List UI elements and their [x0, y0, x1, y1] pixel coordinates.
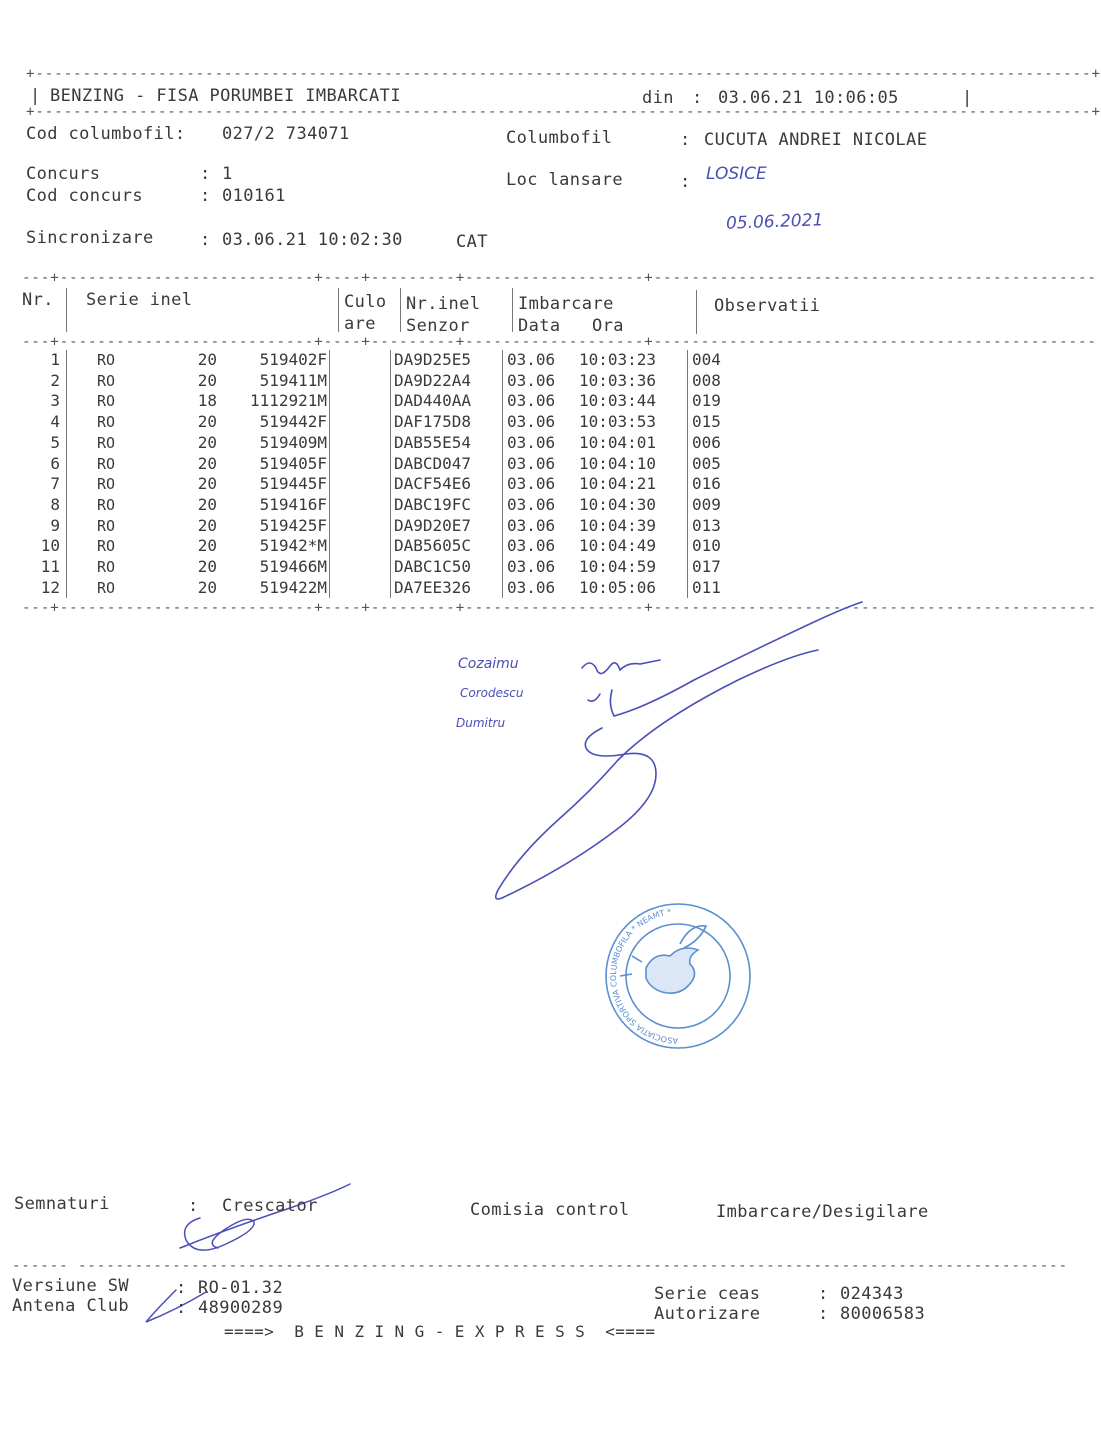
observation: 019: [692, 391, 721, 411]
observation: 009: [692, 494, 721, 514]
observation: 006: [692, 432, 721, 452]
antenna-club-separator: :: [176, 1298, 187, 1318]
pigeon-color: [330, 516, 391, 537]
authorization-separator: :: [818, 1304, 829, 1324]
footer-separator: ------ ---------------------------------------------------------------------------------------------------------: [12, 1258, 1069, 1274]
ring-country: RO: [97, 495, 116, 514]
row-number: 5: [22, 433, 67, 454]
embarked-pigeons-table: [22, 350, 752, 598]
benzing-express-brand: ====> B E N Z I N G - E X P R E S S <====: [224, 1322, 656, 1341]
contest-number-separator: :: [200, 164, 211, 184]
signatures-separator: :: [188, 1196, 199, 1216]
observation: 017: [692, 557, 721, 577]
embark-date: 03.06: [507, 432, 556, 452]
pigeon-color: [330, 350, 391, 371]
ring-country: RO: [97, 558, 116, 577]
ring-number: 519425F: [217, 516, 330, 537]
table-row: [22, 454, 752, 475]
contest-code-separator: :: [200, 186, 211, 206]
pigeon-color: [330, 371, 391, 392]
pigeon-color: [330, 578, 391, 599]
stamp-text-icon: ASOCIATIA SPORTIVA COLUMBOFILA * NEAMT *: [608, 907, 679, 1046]
table-header-separator: ---+---------------------------+----+---------+-------------------+-----------------------------------------------: [22, 334, 1097, 350]
ring-country: RO: [97, 392, 116, 411]
ring-number: 1112921M: [217, 391, 330, 412]
table-row: [22, 412, 752, 433]
clock-series-separator: :: [818, 1284, 829, 1304]
observation: 016: [692, 474, 721, 494]
embark-time: 10:03:36: [575, 371, 688, 392]
ring-number: 519416F: [217, 495, 330, 516]
ring-year: 20: [197, 412, 217, 432]
observation: 008: [692, 370, 721, 390]
table-border-bottom: ---+---------------------------+----+---------+-------------------+-----------------------------------------------: [22, 600, 1097, 616]
ring-year: 20: [197, 370, 217, 390]
ring-country: RO: [97, 371, 116, 390]
pigeon-color: [330, 557, 391, 578]
pigeon-color: [330, 536, 391, 557]
sync-separator: :: [200, 230, 211, 250]
ring-year: 20: [197, 577, 217, 597]
table-row: [22, 557, 752, 578]
row-number: 7: [22, 474, 67, 495]
fancier-name-separator: :: [680, 130, 691, 150]
table-border-top: ---+---------------------------+----+---------+-------------------+-----------------------------------------------: [22, 270, 1097, 286]
fancier-code-label: Cod columbofil:: [26, 124, 186, 144]
observation: 011: [692, 577, 721, 597]
embark-time: 10:04:30: [575, 495, 688, 516]
table-row: [22, 433, 752, 454]
col-header-nr: Nr.: [22, 290, 54, 310]
header-divider-3: [400, 288, 401, 332]
sensor-ring-id: DACF54E6: [391, 474, 503, 495]
sensor-ring-id: DA9D22A4: [391, 371, 503, 392]
embark-time: 10:04:49: [575, 536, 688, 557]
row-number: 1: [22, 350, 67, 371]
fancier-code-value: 027/2 734071: [222, 124, 350, 144]
row-number: 3: [22, 391, 67, 412]
ring-year: 20: [197, 557, 217, 577]
table-row: [22, 495, 752, 516]
row-number: 10: [22, 536, 67, 557]
embark-date: 03.06: [507, 391, 556, 411]
ring-year: 20: [197, 536, 217, 556]
sync-value: 03.06.21 10:02:30: [222, 230, 403, 250]
contest-code-value: 010161: [222, 186, 286, 206]
ring-number: 519422M: [217, 578, 330, 599]
pigeon-color: [330, 474, 391, 495]
authorization-value: 80006583: [840, 1304, 926, 1324]
ring-number: 519411M: [217, 371, 330, 392]
table-row: [22, 516, 752, 537]
header-divider-5: [696, 290, 697, 334]
sensor-ring-id: DAD440AA: [391, 391, 503, 412]
control-commission-label: Comisia control: [470, 1200, 630, 1220]
ring-year: 18: [197, 391, 217, 411]
pigeon-color: [330, 412, 391, 433]
signatures-label: Semnaturi: [14, 1194, 110, 1214]
fancier-name-value: CUCUTA ANDREI NICOLAE: [704, 130, 928, 150]
clock-series-value: 024343: [840, 1284, 904, 1304]
association-stamp: [606, 904, 750, 1048]
ring-country: RO: [97, 413, 116, 432]
sync-zone: CAT: [456, 232, 488, 252]
table-row: [22, 350, 752, 371]
commission-signature: [496, 602, 862, 899]
col-header-ring-no-2: Senzor: [406, 316, 470, 336]
embark-date: 03.06: [507, 577, 556, 597]
software-version-label: Versiune SW: [12, 1276, 129, 1296]
header-divider-4: [512, 288, 513, 332]
col-header-embark-time: Ora: [592, 316, 624, 336]
clock-series-label: Serie ceas: [654, 1284, 761, 1304]
row-number: 8: [22, 495, 67, 516]
table-row: [22, 578, 752, 599]
header-border-top: +----------------------------------------------------------------------------------------------------------------+: [26, 66, 1101, 82]
ring-country: RO: [97, 537, 116, 556]
ring-year: 20: [197, 515, 217, 535]
handwritten-name-1: Cozaimu: [458, 656, 519, 672]
embark-time: 10:03:23: [575, 350, 688, 371]
embark-date: 03.06: [507, 453, 556, 473]
observation: 010: [692, 536, 721, 556]
header-date-value: 03.06.21 10:06:05: [718, 88, 899, 108]
embark-date: 03.06: [507, 515, 556, 535]
breeder-label: Crescator: [222, 1196, 318, 1216]
ring-year: 20: [197, 453, 217, 473]
row-number: 11: [22, 557, 67, 578]
header-divider-1: [66, 288, 67, 332]
ring-country: RO: [97, 454, 116, 473]
header-right-bar: |: [962, 88, 973, 108]
col-header-color-1: Culo: [344, 292, 387, 312]
sensor-ring-id: DABCD047: [391, 454, 503, 475]
row-number: 9: [22, 516, 67, 537]
handwritten-name-3: Dumitru: [456, 716, 506, 730]
embark-date: 03.06: [507, 350, 556, 369]
observation: 013: [692, 515, 721, 535]
embark-time: 10:04:59: [575, 557, 688, 578]
ring-year: 20: [197, 494, 217, 514]
col-header-ring-no-1: Nr.inel: [406, 294, 481, 314]
observation: 004: [692, 350, 721, 369]
handwritten-name-2: Corodescu: [460, 686, 524, 700]
ring-country: RO: [97, 351, 116, 369]
contest-code-label: Cod concurs: [26, 186, 143, 206]
pigeon-color: [330, 391, 391, 412]
table-row: [22, 536, 752, 557]
table-row: [22, 474, 752, 495]
col-header-observations: Observatii: [714, 296, 821, 316]
header-date-label: din: [642, 88, 674, 108]
col-header-embark: Imbarcare: [518, 294, 614, 314]
sensor-ring-id: DA9D25E5: [391, 350, 503, 371]
table-row: [22, 391, 752, 412]
contest-number-label: Concurs: [26, 164, 101, 184]
sync-label: Sincronizare: [26, 228, 154, 248]
embark-time: 10:04:01: [575, 433, 688, 454]
software-version-value: RO-01.32: [198, 1278, 284, 1298]
ring-number: 519442F: [217, 412, 330, 433]
embark-time: 10:04:21: [575, 474, 688, 495]
embark-date: 03.06: [507, 557, 556, 577]
ring-year: 20: [197, 350, 217, 369]
sensor-ring-id: DABC1C50: [391, 557, 503, 578]
page-title: BENZING - FISA PORUMBEI IMBARCATI: [50, 86, 401, 106]
row-number: 12: [22, 578, 67, 599]
embark-date: 03.06: [507, 536, 556, 556]
col-header-color-2: are: [344, 314, 376, 334]
table-row: [22, 371, 752, 392]
ring-country: RO: [97, 475, 116, 494]
pigeon-color: [330, 454, 391, 475]
observation: 015: [692, 412, 721, 432]
header-left-bar: |: [30, 86, 41, 106]
ring-number: 51942*M: [217, 536, 330, 557]
row-number: 6: [22, 454, 67, 475]
release-value-handwritten: LOSICE: [706, 164, 767, 184]
software-version-separator: :: [176, 1278, 187, 1298]
embark-time: 10:05:06: [575, 578, 688, 599]
fancier-name-label: Columbofil: [506, 128, 613, 148]
release-label: Loc lansare: [506, 170, 623, 190]
sensor-ring-id: DAB55E54: [391, 433, 503, 454]
row-number: 4: [22, 412, 67, 433]
release-separator: :: [680, 172, 691, 192]
embark-date: 03.06: [507, 494, 556, 514]
embark-time: 10:03:44: [575, 391, 688, 412]
ring-number: 519409M: [217, 433, 330, 454]
sensor-ring-id: DAB5605C: [391, 536, 503, 557]
header-divider-2: [338, 288, 339, 332]
embark-date: 03.06: [507, 412, 556, 432]
pigeon-color: [330, 495, 391, 516]
row-number: 2: [22, 371, 67, 392]
embark-time: 10:04:10: [575, 454, 688, 475]
ring-year: 20: [197, 474, 217, 494]
observation: 005: [692, 453, 721, 473]
pigeon-color: [330, 433, 391, 454]
ring-country: RO: [97, 433, 116, 452]
embark-date: 03.06: [507, 370, 556, 390]
embark-date: 03.06: [507, 474, 556, 494]
header-border-bottom: +----------------------------------------------------------------------------------------------------------------+: [26, 104, 1101, 120]
col-header-embark-date: Data: [518, 316, 561, 336]
embark-time: 10:03:53: [575, 412, 688, 433]
ring-number: 519445F: [217, 474, 330, 495]
antenna-club-value: 48900289: [198, 1298, 284, 1318]
ring-number: 519402F: [217, 350, 330, 371]
sensor-ring-id: DA7EE326: [391, 578, 503, 599]
contest-number-value: 1: [222, 164, 233, 184]
col-header-ring-series: Serie inel: [86, 290, 193, 310]
ring-country: RO: [97, 516, 116, 535]
handwritten-date: 05.06.2021: [725, 210, 824, 234]
sensor-ring-id: DABC19FC: [391, 495, 503, 516]
ring-number: 519405F: [217, 454, 330, 475]
header-date-separator: :: [692, 88, 703, 108]
embark-time: 10:04:39: [575, 516, 688, 537]
ring-country: RO: [97, 578, 116, 597]
ring-number: 519466M: [217, 557, 330, 578]
sensor-ring-id: DA9D20E7: [391, 516, 503, 537]
authorization-label: Autorizare: [654, 1304, 761, 1324]
sensor-ring-id: DAF175D8: [391, 412, 503, 433]
ring-year: 20: [197, 432, 217, 452]
antenna-club-label: Antena Club: [12, 1296, 129, 1316]
embark-unseal-label: Imbarcare/Desigilare: [716, 1202, 929, 1222]
